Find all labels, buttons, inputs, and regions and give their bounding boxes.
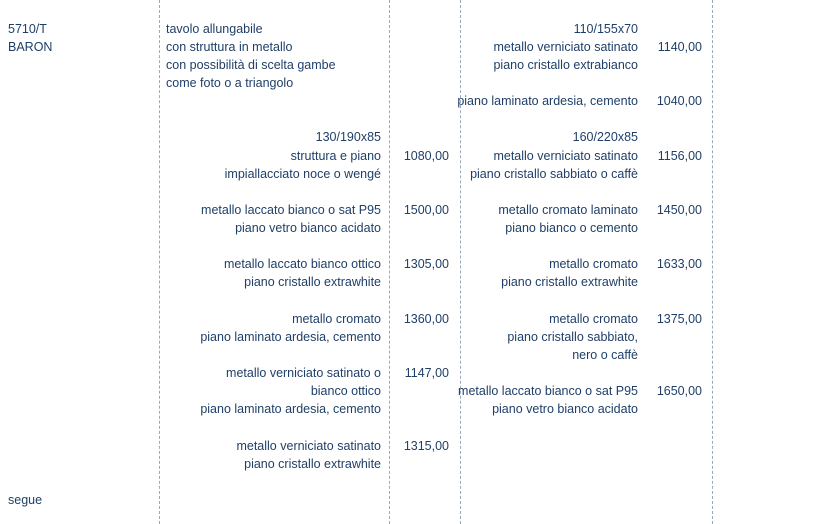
description-line: con struttura in metallo [166, 40, 293, 54]
description-line: piano vetro bianco acidato [235, 221, 381, 235]
description-line: metallo laccato bianco o sat P95 [458, 384, 638, 398]
variant-price: 1080,00 [403, 149, 449, 163]
description-line: metallo laccato bianco ottico [223, 257, 381, 271]
product-description [166, 20, 336, 92]
description-line: metallo verniciato satinato [493, 40, 638, 54]
description-line: tavolo allungabile [166, 22, 263, 36]
description-line: con possibilità di scelta gambe [166, 58, 336, 72]
variant-description [224, 255, 381, 291]
description-line: nero o caffè [572, 348, 638, 362]
variant-description [470, 147, 638, 183]
column-divider-3 [460, 0, 461, 524]
variant-price: 1500,00 [403, 203, 449, 217]
description-line: impiallacciato noce o wengé [224, 167, 381, 181]
variant-description [507, 310, 638, 364]
variant-description [201, 201, 381, 237]
description-line: piano cristallo sabbiato, [507, 330, 638, 344]
variant-price: 1375,00 [656, 312, 702, 326]
variant-description [236, 437, 381, 473]
description-line: metallo verniciato satinato [236, 439, 381, 453]
description-line: metallo cromato [292, 312, 381, 326]
variant-description [200, 310, 381, 346]
description-line: metallo verniciato satinato o [226, 366, 381, 380]
description-line: piano vetro bianco acidato [492, 402, 638, 416]
description-line: piano cristallo extrabianco [493, 58, 638, 72]
product-code: 5710/T [8, 22, 47, 36]
description-line: bianco ottico [310, 384, 381, 398]
variant-description [498, 201, 638, 237]
description-line: metallo verniciato satinato [493, 149, 638, 163]
variant-description [457, 92, 638, 110]
size-label: 160/220x85 [572, 130, 638, 144]
description-line: piano cristallo extrawhite [244, 457, 381, 471]
variant-description [501, 255, 638, 291]
description-line: metallo cromato [549, 257, 638, 271]
variant-price: 1650,00 [656, 384, 702, 398]
variant-price: 1140,00 [657, 40, 702, 54]
description-line: piano bianco o cemento [505, 221, 638, 235]
variant-description [225, 147, 381, 183]
variant-price: 1040,00 [656, 94, 702, 108]
description-line: piano cristallo sabbiato o caffè [470, 167, 638, 181]
description-line: piano laminato ardesia, cemento [200, 402, 381, 416]
variant-price: 1305,00 [403, 257, 449, 271]
variant-description [200, 364, 381, 418]
description-line: piano laminato ardesia, cemento [200, 330, 381, 344]
variant-price: 1633,00 [656, 257, 702, 271]
column-divider-2 [389, 0, 390, 524]
variant-price: 1156,00 [657, 149, 702, 163]
column-divider-4 [712, 0, 713, 524]
continue-label: segue [8, 493, 43, 507]
variant-price: 1315,00 [403, 439, 449, 453]
description-line: piano cristallo extrawhite [501, 275, 638, 289]
variant-price: 1450,00 [656, 203, 702, 217]
variant-price: 1360,00 [403, 312, 449, 326]
variant-description [493, 38, 638, 74]
description-line: piano laminato ardesia, cemento [457, 94, 638, 108]
size-label: 110/155x70 [573, 22, 638, 36]
description-line: piano cristallo extrawhite [244, 275, 381, 289]
description-line: metallo cromato laminato [498, 203, 638, 217]
description-line: metallo laccato bianco o sat P95 [201, 203, 381, 217]
variant-description [458, 382, 638, 418]
size-label: 130/190x85 [315, 130, 381, 144]
variant-price: 1147,00 [404, 366, 449, 380]
description-line: struttura e piano [290, 149, 381, 163]
product-name: BARON [8, 40, 53, 54]
description-line: metallo cromato [549, 312, 638, 326]
column-divider-1 [159, 0, 160, 524]
description-line: come foto o a triangolo [166, 76, 294, 90]
